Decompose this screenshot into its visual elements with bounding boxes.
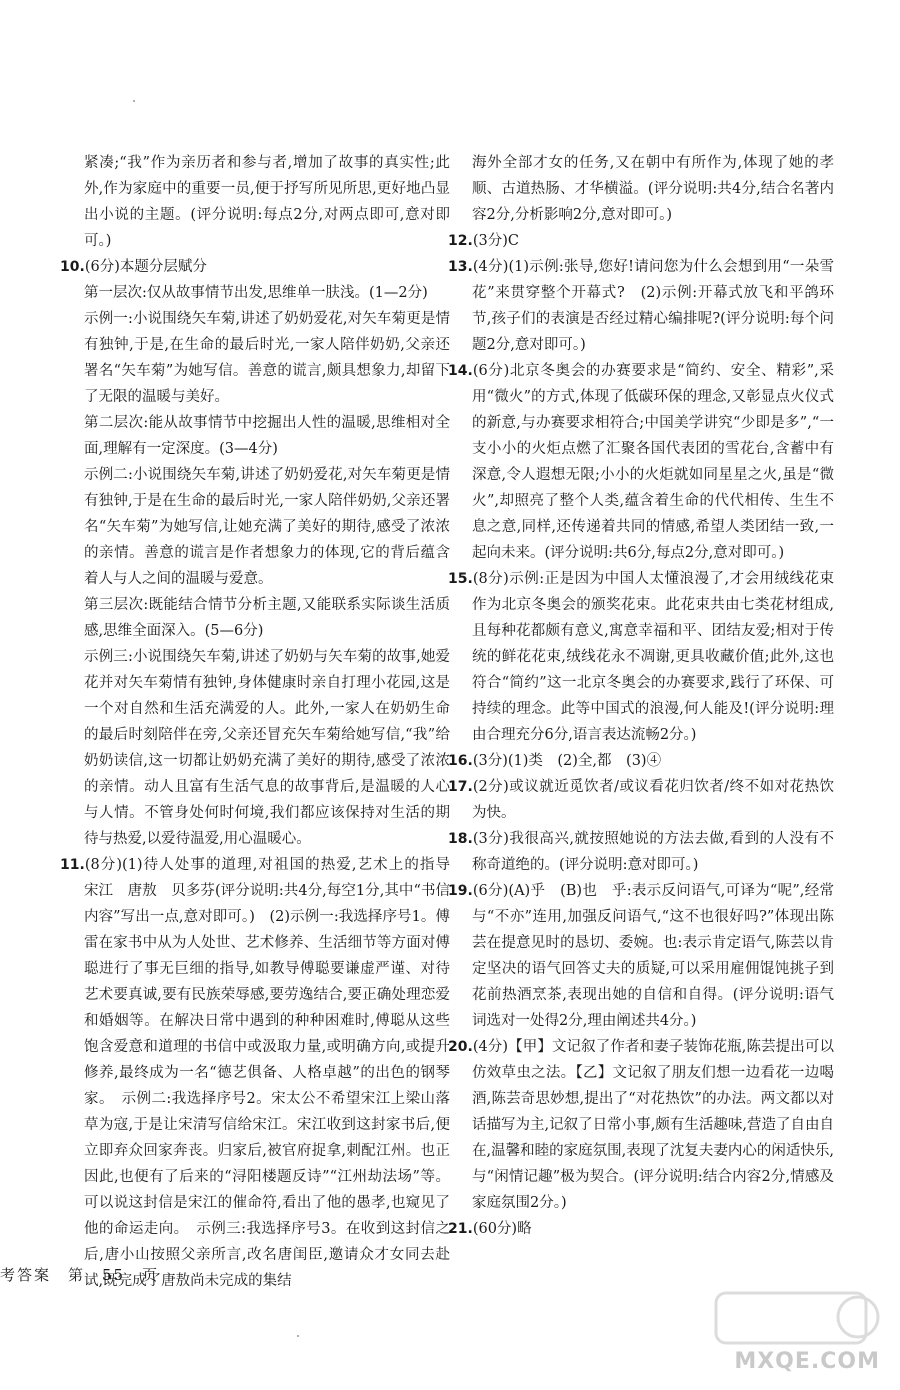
watermark-text: MXQE.COM (734, 1349, 880, 1374)
question-number: 11. (60, 857, 85, 873)
answer-item (60, 306, 450, 410)
question-number: 10. (60, 259, 85, 275)
question-number: 18. (448, 831, 473, 847)
answer-item (448, 254, 834, 358)
answer-text: 第一层次:仅从故事情节出发,思维单一肤浅。(1—2分) (84, 285, 428, 301)
answer-item (448, 1034, 834, 1216)
question-number: 12. (448, 233, 473, 249)
answer-item (448, 774, 834, 826)
answer-text: 第二层次:能从故事情节中挖掘出人性的温暖,思维相对全面,理解有一定深度。(3—4分) (84, 415, 450, 457)
answer-item (448, 566, 834, 748)
answer-text: (6分)北京冬奥会的办赛要求是“简约、安全、精彩”,采用“微火”的方式,体现了低碳环保的理念,又彰显点火仪式的新意,与办赛要求相符合;中国美学讲究“少即是多”,“一支小小的火炬点燃了汇聚各国代表团的雪花台,含蓄中有深意,令人遐想无限;小小的火炬就如同星星之火,虽是“微火”,却照亮了整个人类,蕴含着生命的代代相传、生生不息之意,同样,还传递着共同的情感,希望人类团结一致,一起向未来。(评分说明:共6分,每点2分,意对即可。) (472, 363, 834, 561)
answer-text: (6分)本题分层赋分 (84, 259, 207, 275)
answer-text: (8分)示例:正是因为中国人太懂浪漫了,才会用绒线花束作为北京冬奥会的颁奖花束。此花束共由七类花材组成,且每种花都颇有意义,寓意幸福和平、团结友爱;相对于传统的鲜花花束,绒线花永不凋谢,更具收藏价值;此外,这也符合“简约”这一北京冬奥会的办赛要求,践行了环保、可持续的理念。此等中国式的浪漫,何人能及!(评分说明:理由合理充分6分,语言表达流畅2分。) (472, 571, 834, 743)
question-number: 16. (448, 753, 473, 769)
answer-item (60, 280, 450, 306)
answer-item (60, 592, 450, 644)
answer-item (448, 1216, 834, 1242)
page-footer: 考答案 第 55 页 (0, 1266, 160, 1284)
answer-text: (3分)(1)类 (2)全,都 (3)④ (472, 753, 662, 769)
question-number: 21. (448, 1221, 473, 1237)
answer-text: 示例二:小说围绕矢车菊,讲述了奶奶爱花,对矢车菊更是情有独钟,于是在生命的最后时光,一家人陪伴奶奶,父亲还署名“矢车菊”为她写信,让她充满了美好的期待,感受了浓浓的亲情。善意的谎言是作者想象力的体现,它的背后蕴含着人与人之间的温暖与爱意。 (84, 467, 450, 587)
answer-text: (2分)或议就近觅饮者/或议看花归饮者/终不如对花热饮为快。 (472, 779, 834, 821)
answer-text: 示例三:小说围绕矢车菊,讲述了奶奶与矢车菊的故事,她爱花并对矢车菊情有独钟,身体健康时亲自打理小花园,这是一个对自然和生活充满爱的人。此外,一家人在奶奶生命的最后时刻陪伴在旁,父亲还冒充矢车菊给她写信,“我”给奶奶读信,这一切都让奶奶充满了美好的期待,感受了浓浓的亲情。动人且富有生活气息的故事背后,是温暖的人心与人情。不管身处何时何境,我们都应该保持对生活的期待与热爱,以爱待温爱,用心温暖心。 (84, 649, 450, 847)
answer-item (60, 410, 450, 462)
answer-text: (3分)我很高兴,就按照她说的方法去做,看到的人没有不称奇道绝的。(评分说明:意对即可。) (472, 831, 834, 873)
answer-item (448, 228, 834, 254)
answer-text: (6分)(A)乎 (B)也 乎:表示反问语气,可译为“呢”,经常与“不亦”连用,加强反问语气,“这不也很好吗?”体现出陈芸在提意见时的恳切、委婉。也:表示肯定语气,陈芸以肯定坚决的语气回答丈夫的质疑,可以采用雇佣馄饨挑子到花前热酒烹茶,表现出她的自信和自得。(评分说明:语气词选对一处得2分,理由阐述共4分。) (472, 883, 834, 1029)
question-number: 20. (448, 1039, 473, 1055)
answer-item (448, 826, 834, 878)
answer-text: 紧凑;“我”作为亲历者和参与者,增加了故事的真实性;此外,作为家庭中的重要一员,便于抒写所见所思,更好地凸显出小说的主题。(评分说明:每点2分,对两点即可,意对即可。) (84, 155, 450, 249)
answer-item (448, 748, 834, 774)
answer-item (448, 358, 834, 566)
answer-item (448, 150, 834, 228)
answer-text: 海外全部才女的任务,又在朝中有所作为,体现了她的孝顺、古道热肠、才华横溢。(评分说明:共4分,结合名著内容2分,分析影响2分,意对即可。) (472, 155, 834, 223)
answer-text: 第三层次:既能结合情节分析主题,又能联系实际谈生活质感,思维全面深入。(5—6分) (84, 597, 450, 639)
answer-item (60, 254, 450, 280)
answer-item (448, 878, 834, 1034)
answer-text: (4分)(1)示例:张导,您好!请问您为什么会想到用“一朵雪花”来贯穿整个开幕式? (2)示例:开幕式放飞和平鸽环节,孩子们的表演是否经过精心编排呢?(评分说明:每个问题2分,意对即可。) (472, 259, 834, 353)
right-column (448, 150, 834, 1242)
question-number: 17. (448, 779, 473, 795)
answer-text: (60分)略 (472, 1221, 532, 1237)
answer-item (60, 462, 450, 592)
answer-text: 示例一:小说围绕矢车菊,讲述了奶奶爱花,对矢车菊更是情有独钟,于是,在生命的最后时光,一家人陪伴奶奶,父亲还署名“矢车菊”为她写信。善意的谎言,颇具想象力,却留下了无限的温暖与美好。 (84, 311, 450, 405)
answer-item (60, 644, 450, 852)
question-number: 14. (448, 363, 473, 379)
answer-text: (3分)C (472, 233, 519, 249)
question-number: 15. (448, 571, 473, 587)
answer-text: (8分)(1)待人处事的道理,对祖国的热爱,艺术上的指导 宋江 唐敖 贝多芬(评分说明:共4分,每空1分,其中“书信内容”写出一点,意对即可。) (2)示例一:我选择序号1。傅雷在家书中从为人处世、艺术修养、生活细节等方面对傅聪进行了事无巨细的指导,如教导傅聪要谦虚严谨、对待艺术要真诚,要有民族荣辱感,要劳逸结合,要正确处理恋爱和婚姻等。在解决日常中遇到的种种困难时,傅聪从这些饱含爱意和道理的书信中或汲取力量,或明确方向,或提升修养,最终成为一名“德艺俱备、人格卓越”的出色的钢琴家。 示例二:我选择序号2。宋太公不希望宋江上梁山落草为寇,于是让宋清写信给宋江。宋江收到这封家书后,便立即弃众回家奔丧。归家后,被官府捉拿,刺配江州。也正因此,也便有了后来的“浔阳楼题反诗”“江州劫法场”等。可以说这封信是宋江的催命符,看出了他的愚孝,也窥见了他的命运走向。 示例三:我选择序号3。在收到这封信之后,唐小山按照父亲所言,改名唐闺臣,邀请众才女同去赴试,既完成了唐敖尚未完成的集结 (84, 857, 465, 1289)
answer-text: (4分)【甲】文记叙了作者和妻子装饰花瓶,陈芸提出可以仿效草虫之法。【乙】文记叙了朋友们想一边看花一边喝酒,陈芸奇思妙想,提出了“对花热饮”的办法。两文都以对话描写为主,记叙了日常小事,颇有生活趣味,营造了自由自在,温馨和睦的家庭氛围,表现了沈复夫妻内心的闲适快乐,与“闲情记趣”极为契合。(评分说明:结合内容2分,情感及家庭氛围2分。) (472, 1039, 834, 1211)
answer-item (60, 150, 450, 254)
question-number: 19. (448, 883, 473, 899)
question-number: 13. (448, 259, 473, 275)
